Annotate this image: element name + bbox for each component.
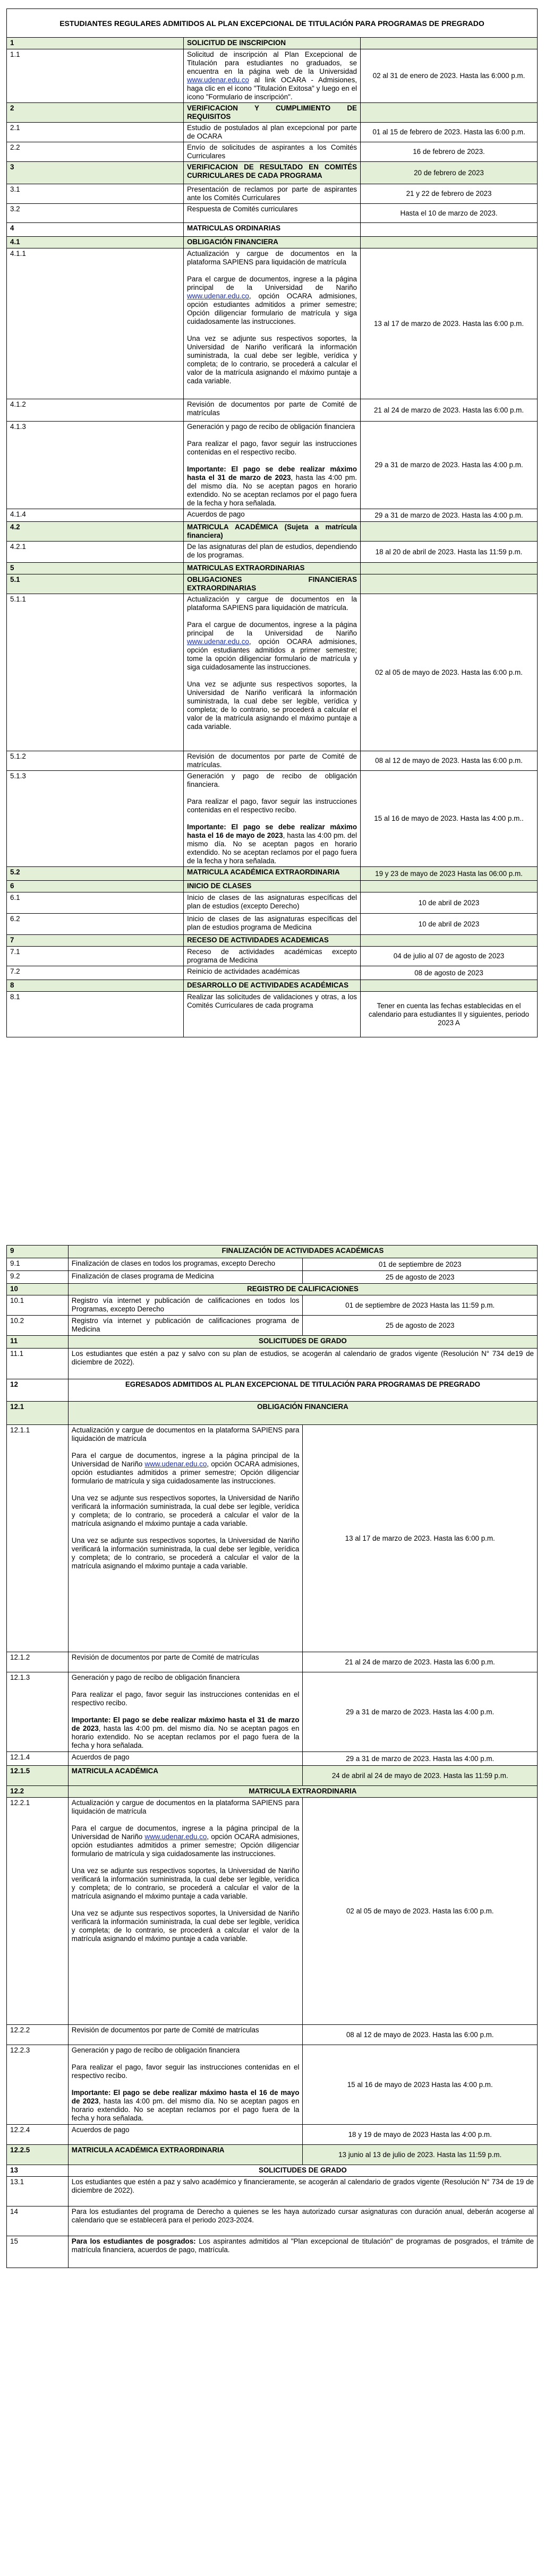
website-link[interactable]: www.udenar.edu.co [187,638,249,646]
row-number: 3.2 [7,204,184,223]
row-number: 12.2.4 [7,2125,69,2145]
row-description: OBLIGACIÓN FINANCIERA [68,1402,537,1425]
row-number: 13.1 [7,2177,69,2206]
row-date [361,563,538,574]
row-number: 2.2 [7,142,184,162]
row-description: Envío de solicitudes de aspirantes a los Comités Curriculares [184,142,361,162]
row-number: 15 [7,2236,69,2268]
row-description: SOLICITUD DE INSCRIPCION [184,38,361,49]
calendar-table-students [6,8,538,1037]
row-description [68,1425,303,1652]
website-link[interactable]: www.udenar.edu.co [187,76,249,84]
row-number: 4.1.2 [7,399,184,422]
row-description: Acuerdos de pago [184,509,361,522]
row-description: DESARROLLO DE ACTIVIDADES ACADÉMICAS [184,980,361,992]
table-row [7,1284,538,1295]
table-row [7,1786,538,1798]
table-row [7,2165,538,2177]
row-number: 11.1 [7,1349,69,1379]
row-date [361,980,538,992]
paragraph: Una vez se adjunte sus respectivos soportes, la Universidad de Nariño verificará la información suministrada, la cual debe ser legible, verídica y completa; de lo contrario, se procederá a calcular el valor de la matrícula asignando el máximo puntaje a cada variable. [71,1909,300,1943]
website-link[interactable]: www.udenar.edu.co [187,292,249,300]
table-row [7,2125,538,2145]
row-description: Revisión de documentos por parte de Comité de matrículas. [184,751,361,771]
table-row [7,947,538,966]
row-number: 12.2 [7,1786,69,1798]
row-text: Los aspirantes admitidos al "Plan excepcional de titulación" de programas de posgrados, el trámite de matrícula financiera, acuerdos de pago, matrícula. [71,2237,534,2254]
row-date: 08 al 12 de mayo de 2023. Hasta las 6:00 p.m. [303,2025,538,2045]
paragraph: Una vez se adjunte sus respectivos soportes, la Universidad de Nariño verificará la información suministrada, la cual debe ser legible, verídica y completa; de lo contrario, se procederá a calcular el valor de la matrícula asignando el máximo puntaje a cada variable. [187,334,357,385]
row-number: 12.2.2 [7,2025,69,2045]
row-date: 29 a 31 de marzo de 2023. Hasta las 4:00 p.m. [361,422,538,509]
row-number: 4.1.1 [7,248,184,399]
table-row [7,2177,538,2206]
row-description: MATRICULA EXTRAORDINARIA [68,1786,537,1798]
table-row [7,1652,538,1672]
row-date: 29 a 31 de marzo de 2023. Hasta las 4:00 p.m. [303,1672,538,1752]
paragraph: Para realizar el pago, favor seguir las instrucciones contenidas en el respectivo recibo. [187,440,357,456]
row-description: Registro vía internet y publicación de calificaciones programa de Medicina [68,1316,303,1336]
table-title-row [7,9,538,38]
table-row [7,184,538,204]
paragraph: Actualización y cargue de documentos en la plataforma SAPIENS para liquidación de matrícula. [187,595,357,612]
calendar-table-graduates [6,1245,538,2268]
table-row [7,935,538,947]
paragraph: Actualización y cargue de documentos en la plataforma SAPIENS para liquidación de matrícula [187,250,357,266]
table-row [7,103,538,123]
row-description: INICIO DE CLASES [184,881,361,892]
paragraph: Una vez se adjunte sus respectivos soportes, la Universidad de Nariño verificará la información suministrada, la cual debe ser legible, verídica y completa; de lo contrario, se procederá a calcular el valor de la matrícula asignando el máximo puntaje a cada variable. [187,680,357,731]
paragraph: Para realizar el pago, favor seguir las instrucciones contenidas en el respectivo recibo. [71,2063,300,2080]
row-description [184,422,361,509]
row-number: 6 [7,881,184,892]
row-description: MATRICULA ACADÉMICA (Sujeta a matrícula financiera) [184,522,361,542]
row-description: SOLICITUDES DE GRADO [68,2165,537,2177]
row-description: REGISTRO DE CALIFICACIONES [68,1284,537,1295]
row-date: 13 al 17 de marzo de 2023. Hasta las 6:00 p.m. [361,248,538,399]
row-description: Respuesta de Comités curriculares [184,204,361,223]
table-row [7,992,538,1037]
row-date: 21 al 24 de marzo de 2023. Hasta las 6:00 p.m. [361,399,538,422]
row-number: 9.2 [7,1271,69,1284]
table-row [7,49,538,103]
table-row [7,1379,538,1402]
row-description: VERIFICACION DE RESULTADO EN COMITÉS CURRICULARES DE CADA PROGRAMA [184,162,361,184]
row-description: Receso de actividades académicas excepto programa de Medicina [184,947,361,966]
table-row [7,563,538,574]
row-date: 29 a 31 de marzo de 2023. Hasta las 4:00 p.m. [361,509,538,522]
table-row [7,1295,538,1316]
table-row [7,1316,538,1336]
table-row [7,248,538,399]
row-date [361,881,538,892]
table-row [7,123,538,142]
row-number: 5.1 [7,574,184,594]
row-date: Tener en cuenta las fechas establecidas en el calendario para estudiantes II y siguientes, periodo 2023 A [361,992,538,1037]
table-row [7,399,538,422]
row-number: 2 [7,103,184,123]
row-number: 4 [7,223,184,237]
website-link[interactable]: www.udenar.edu.co [144,1833,207,1841]
row-number: 4.2 [7,522,184,542]
row-description: MATRICULA ACADÉMICA EXTRAORDINARIA [184,867,361,881]
row-description: Finalización de clases programa de Medicina [68,1271,303,1284]
row-date: 02 al 05 de mayo de 2023. Hasta las 6:00 p.m. [361,594,538,751]
row-description: MATRICULAS EXTRAORDINARIAS [184,563,361,574]
row-number: 9 [7,1246,69,1258]
row-date: 16 de febrero de 2023. [361,142,538,162]
row-description: MATRICULAS ORDINARIAS [184,223,361,237]
paragraph: Una vez se adjunte sus respectivos soportes, la Universidad de Nariño verificará la información suministrada, la cual debe ser legible, verídica y completa; de lo contrario, se procederá a calcular el valor de la matrícula asignando el máximo puntaje a cada variable. [71,1867,300,1900]
paragraph: Generación y pago de recibo de obligación financiera [187,423,355,431]
row-date: 08 de agosto de 2023 [361,966,538,980]
row-number: 10.1 [7,1295,69,1316]
row-description: FINALIZACIÓN DE ACTIVIDADES ACADÉMICAS [68,1246,537,1258]
table-row [7,1425,538,1652]
row-date: 08 al 12 de mayo de 2023. Hasta las 6:00 p.m. [361,751,538,771]
row-number: 12.2.3 [7,2045,69,2125]
row-number: 4.2.1 [7,542,184,563]
row-number: 7.2 [7,966,184,980]
paragraph: Importante: El pago se debe realizar máximo hasta el 31 de marzo de 2023, hasta las 4:00 pm. del mismo día. No se aceptan pagos en horario extendido. No se aceptan reclamos por el pago fuera de la fecha y hora señalada. [71,1716,300,1749]
row-description: Para los estudiantes del programa de Derecho a quienes se les haya autorizado cursar asignaturas con duración anual, deberán acogerse al calendario que se establecerá para el periodo 2023-2024. [68,2206,537,2236]
row-description [184,594,361,751]
row-description: VERIFICACION Y CUMPLIMIENTO DE REQUISITOS [184,103,361,123]
row-description: Estudio de postulados al plan excepcional por parte de OCARA [184,123,361,142]
paragraph: Para el cargue de documentos, ingrese a la página principal de la Universidad de Nariño www.udenar.edu.co, opción OCARA admisiones, opción estudiantes admitidos a primer semestre; tome la opción diligenciar formulario de matrícula y siga cuidadosamente las instrucciones. [187,621,357,671]
row-date [361,103,538,123]
table-row [7,881,538,892]
row-date [361,935,538,947]
table-row [7,1246,538,1258]
row-number: 12.1.4 [7,1752,69,1766]
row-description: Revisión de documentos por parte de Comité de matrículas [68,1652,303,1672]
table-row [7,1752,538,1766]
row-description [68,1798,303,2025]
paragraph: Para realizar el pago, favor seguir las instrucciones contenidas en el respectivo recibo. [187,797,357,814]
table-row [7,1349,538,1379]
row-description [68,2045,303,2125]
row-date: 15 al 16 de mayo de 2023. Hasta las 4:00 p.m.. [361,771,538,867]
row-description [68,1672,303,1752]
paragraph: Generación y pago de recibo de obligación financiera [71,1673,240,1681]
row-date: 24 de abril al 24 de mayo de 2023. Hasta las 11:59 p.m. [303,1766,538,1786]
table-row [7,1271,538,1284]
row-description: OBLIGACIONES FINANCIERAS EXTRAORDINARIAS [184,574,361,594]
row-description: Revisión de documentos por parte de Comité de matrículas [184,399,361,422]
table-row [7,223,538,237]
row-number: 6.1 [7,892,184,914]
row-date [361,237,538,248]
table-row [7,914,538,935]
row-description: RECESO DE ACTIVIDADES ACADEMICAS [184,935,361,947]
website-link[interactable]: www.udenar.edu.co [144,1460,207,1468]
paragraph: Una vez se adjunte sus respectivos soportes, la Universidad de Nariño verificará la información suministrada, la cual debe ser legible, verídica y completa; de lo contrario, se procederá a calcular el valor de la matrícula asignando el máximo puntaje a cada variable. [71,1494,300,1527]
row-date [361,223,538,237]
row-date: 20 de febrero de 2023 [361,162,538,184]
row-number: 12.1.2 [7,1652,69,1672]
table-row [7,422,538,509]
row-number: 14 [7,2206,69,2236]
row-description: Revisión de documentos por parte de Comité de matrículas [68,2025,303,2045]
row-date: 18 y 19 de mayo de 2023 Hasta las 4:00 p.m. [303,2125,538,2145]
table-row [7,867,538,881]
row-number: 10.2 [7,1316,69,1336]
row-description: Realizar las solicitudes de validaciones y otras, a los Comités Curriculares de cada programa [184,992,361,1037]
table-title: ESTUDIANTES REGULARES ADMITIDOS AL PLAN EXCEPCIONAL DE TITULACIÓN PARA PROGRAMAS DE PREGRADO [7,9,538,38]
table-row [7,2206,538,2236]
paragraph: Importante: El pago se debe realizar máximo hasta el 16 de mayo de 2023, hasta las 4:00 pm. del mismo día. No se aceptan pagos en horario extendido. No se aceptan reclamos por el pago fuera de la fecha y hora señalada. [187,823,357,865]
row-date: 04 de julio al 07 de agosto de 2023 [361,947,538,966]
row-date: 02 al 31 de enero de 2023. Hasta las 6:000 p.m. [361,49,538,103]
table-row [7,1672,538,1752]
table-row [7,142,538,162]
row-date: Hasta el 10 de marzo de 2023. [361,204,538,223]
table-row [7,892,538,914]
table-row [7,38,538,49]
row-date: 21 y 22 de febrero de 2023 [361,184,538,204]
paragraph: Para el cargue de documentos, ingrese a la página principal de la Universidad de Nariño www.udenar.edu.co, opción OCARA admisiones, opción estudiantes admitidos a primer semestre; Opción diligenciar formulario de matrícula y siga cuidadosamente las instrucciones. [187,275,357,325]
row-date: 02 al 05 de mayo de 2023. Hasta las 6:00 p.m. [303,1798,538,2025]
row-date [361,574,538,594]
row-date [361,38,538,49]
row-date: 13 junio al 13 de julio de 2023. Hasta las 11:59 p.m. [303,2145,538,2165]
row-description [184,771,361,867]
row-number: 7.1 [7,947,184,966]
row-number: 7 [7,935,184,947]
paragraph: Importante: El pago se debe realizar máximo hasta el 31 de marzo de 2023, hasta las 4:00 pm. del mismo día. No se aceptan pagos en horario extendido. No se aceptan reclamos por el pago fuera de la fecha y hora señalada. [187,465,357,507]
paragraph: Para el cargue de documentos, ingrese a la página principal de la Universidad de Nariño www.udenar.edu.co, opción OCARA admisiones, opción estudiantes admitidos a primer semestre; Opción diligenciar formulario de matrícula y siga cuidadosamente las instrucciones. [71,1824,300,1858]
row-date: 21 al 24 de marzo de 2023. Hasta las 6:00 p.m. [303,1652,538,1672]
row-number: 5.1.3 [7,771,184,867]
paragraph: Actualización y cargue de documentos en la plataforma SAPIENS para liquidación de matrícula [71,1799,300,1815]
row-description [184,248,361,399]
row-number: 4.1.4 [7,509,184,522]
row-description: Acuerdos de pago [68,1752,303,1766]
table-row [7,162,538,184]
row-description: Inicio de clases de las asignaturas específicas del plan de estudios programa de Medicina [184,914,361,935]
row-description: Registro vía internet y publicación de calificaciones en todos los Programas, excepto Derecho [68,1295,303,1316]
row-description: MATRICULA ACADÉMICA EXTRAORDINARIA [68,2145,303,2165]
table-row [7,2145,538,2165]
row-description [68,2236,537,2268]
table-row [7,204,538,223]
table-row [7,1402,538,1425]
row-description: Los estudiantes que estén a paz y salvo con su plan de estudios, se acogerán al calendario de grados vigente (Resolución N° 734 de19 de diciembre de 2022). [68,1349,537,1379]
row-number: 6.2 [7,914,184,935]
row-date: 29 a 31 de marzo de 2023. Hasta las 4:00 p.m. [303,1752,538,1766]
row-date [361,522,538,542]
row-date: 01 de septiembre de 2023 Hasta las 11:59 p.m. [303,1295,538,1316]
paragraph: Una vez se adjunte sus respectivos soportes, la Universidad de Nariño verificará la información suministrada, la cual debe ser legible, verídica y completa; de lo contrario, se procederá a calcular el valor de la matrícula asignando el máximo puntaje a cada variable. [71,1536,300,1570]
table-row [7,522,538,542]
row-description: SOLICITUDES DE GRADO [68,1336,537,1349]
row-number: 12.1.3 [7,1672,69,1752]
table-row [7,574,538,594]
bold-lead: Para los estudiantes de posgrados: [71,2237,196,2245]
table-row [7,1798,538,2025]
paragraph: Generación y pago de recibo de obligación financiera. [187,772,357,788]
paragraph: Para el cargue de documentos, ingrese a la página principal de la Universidad de Nariño www.udenar.edu.co, opción OCARA admisiones, opción estudiantes admitidos a primer semestre; Opción diligenciar formulario de matrícula y siga cuidadosamente las instrucciones. [71,1452,300,1485]
row-date: 10 de abril de 2023 [361,892,538,914]
paragraph: Para realizar el pago, favor seguir las instrucciones contenidas en el respectivo recibo. [71,1690,300,1707]
row-number: 3.1 [7,184,184,204]
row-date: 25 de agosto de 2023 [303,1271,538,1284]
row-number: 9.1 [7,1258,69,1271]
row-description: EGRESADOS ADMITIDOS AL PLAN EXCEPCIONAL DE TITULACIÓN PARA PROGRAMAS DE PREGRADO [68,1379,537,1402]
row-number: 8.1 [7,992,184,1037]
paragraph: Generación y pago de recibo de obligación financiera [71,2046,240,2054]
row-number: 5.2 [7,867,184,881]
row-description: Finalización de clases en todos los programas, excepto Derecho [68,1258,303,1271]
table-row [7,751,538,771]
row-number: 12.1.5 [7,1766,69,1786]
row-description: Presentación de reclamos por parte de aspirantes ante los Comités Curriculares [184,184,361,204]
row-number: 2.1 [7,123,184,142]
row-number: 5.1.2 [7,751,184,771]
row-date: 25 de agosto de 2023 [303,1316,538,1336]
row-number: 3 [7,162,184,184]
table-row [7,2236,538,2268]
row-description: Reinicio de actividades académicas [184,966,361,980]
row-description: Solicitud de inscripción al Plan Excepcional de Titulación para estudiantes no graduados, se encuentra en la página web de la Universidad www.udenar.edu.co al link OCARA - Admisiones, haga clic en el icono "Titulación Exitosa" y luego en el icono "Formulario de inscripción". [184,49,361,103]
row-number: 5.1.1 [7,594,184,751]
row-description: OBLIGACIÓN FINANCIERA [184,237,361,248]
table-row [7,237,538,248]
paragraph: Importante: El pago se debe realizar máximo hasta el 16 de mayo de 2023, hasta las 4:00 pm. del mismo día. No se aceptan pagos en horario extendido. No se aceptan reclamos por el pago fuera de la fecha y hora señalada. [71,2089,300,2122]
table-row [7,771,538,867]
row-date: 19 y 23 de mayo de 2023 Hasta las 06:00 p.m. [361,867,538,881]
paragraph: Actualización y cargue de documentos en la plataforma SAPIENS para liquidación de matrícula [71,1426,300,1442]
row-number: 5 [7,563,184,574]
row-number: 12.2.5 [7,2145,69,2165]
table-row [7,1258,538,1271]
row-number: 11 [7,1336,69,1349]
row-number: 12.1 [7,1402,69,1425]
row-number: 13 [7,2165,69,2177]
row-description: De las asignaturas del plan de estudios, dependiendo de los programas. [184,542,361,563]
row-date: 15 al 16 de mayo de 2023 Hasta las 4:00 p.m. [303,2045,538,2125]
row-date: 01 al 15 de febrero de 2023. Hasta las 6:00 p.m. [361,123,538,142]
table-row [7,2045,538,2125]
row-number: 1 [7,38,184,49]
table-row [7,1336,538,1349]
row-number: 4.1 [7,237,184,248]
row-description: Los estudiantes que estén a paz y salvo académico y financieramente, se acogerán al calendario de grados vigente (Resolución N° 734 de 19 de diciembre de 2022). [68,2177,537,2206]
table-row [7,1766,538,1786]
row-date: 13 al 17 de marzo de 2023. Hasta las 6:00 p.m. [303,1425,538,1652]
table-row [7,542,538,563]
row-number: 8 [7,980,184,992]
row-number: 12.2.1 [7,1798,69,2025]
table-row [7,2025,538,2045]
row-description: Acuerdos de pago [68,2125,303,2145]
row-number: 12 [7,1379,69,1402]
row-date: 18 al 20 de abril de 2023. Hasta las 11:59 p.m. [361,542,538,563]
table-row [7,509,538,522]
table-row [7,594,538,751]
row-number: 12.1.1 [7,1425,69,1652]
row-number: 1.1 [7,49,184,103]
row-number: 10 [7,1284,69,1295]
row-date: 01 de septiembre de 2023 [303,1258,538,1271]
table-row [7,966,538,980]
table-row [7,980,538,992]
row-description: MATRICULA ACADÉMICA [68,1766,303,1786]
row-description: Inicio de clases de las asignaturas específicas del plan de estudios (excepto Derecho) [184,892,361,914]
row-date: 10 de abril de 2023 [361,914,538,935]
row-number: 4.1.3 [7,422,184,509]
